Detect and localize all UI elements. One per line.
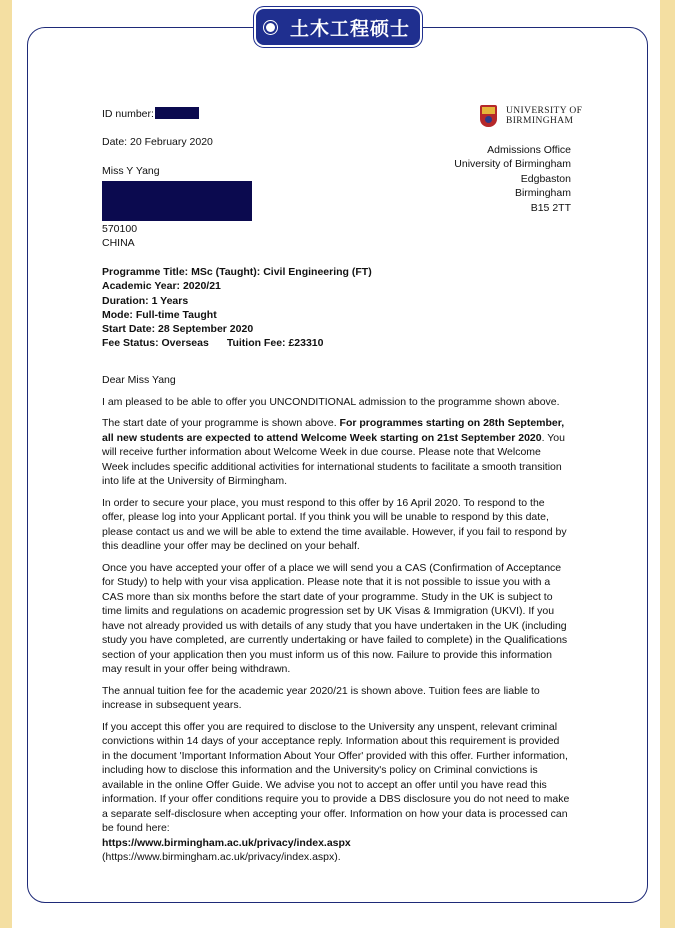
paragraph-respond: In order to secure your place, you must respond to this offer by 16 April 2020. To respond to the offer, please log into your Applicant portal. If you think you will be unable to respond by this date, please contact us and we will be able to extend the time available. However, if you fail to respond by this deadline your offer may be declined on your behalf. [102, 496, 567, 552]
address-redaction [102, 181, 252, 221]
sender-line: B15 2TT [530, 201, 571, 214]
p2-rest: . You will receive further information about Welcome Week in due course. Please note that Welcome Week includes specific additional activities for international students to facilitate a smooth transition into life at the University of Birmingham. [102, 431, 565, 487]
sender-address [454, 143, 571, 215]
paragraph-cas: Once you have accepted your offer of a place we will send you a CAS (Confirmation of Acceptance for Study) to help with your visa application. Please note that it is not possible to issue you with a CAS more than six months before the start date of your programme. Study in the UK is subject to time limits and regulations on academic progression set by UK Visas & Immigration (UKVI). If you have not already provided us with details of any study that you have undertaken in the UK (including study you have completed, are currently undertaking or have failed to complete) in the Qualifications section of your application then you must inform us of this now. Failure to provide this information may result in your offer being withdrawn. [102, 561, 568, 675]
recipient-country: CHINA [102, 237, 135, 249]
university-logo [480, 105, 582, 127]
privacy-link-plain: (https://www.birmingham.ac.uk/privacy/index.aspx). [102, 851, 341, 863]
p2-intro: The start date of your programme is shown above. [102, 417, 340, 429]
p2-bold: For programmes starting on 28th September, all new students are expected to attend Welcome Week starting on 21st September 2020 [102, 417, 565, 444]
programme-badge [256, 9, 420, 45]
sender-line: University of Birmingham [454, 158, 571, 171]
p6-text: If you accept this offer you are required to disclose to the University any unspent, relevant criminal convictions within 14 days of your acceptance reply. Information about this requirement is provided in the document 'Important Information About Your Offer' provided with this offer. Further information, including how to disclose this information and the University's policy on Criminal convictions is available in the online Offer Guide. We advise you not to accept an offer until you have read this information. If your offer conditions require you to provide a DBS disclosure you do not need to make a separate self-disclosure when accepting your offer. Information on how your data is processed can be found here: [102, 720, 570, 834]
id-number-redaction [155, 107, 199, 119]
sender-line: Birmingham [514, 187, 571, 200]
study-mode: Mode: Full-time Taught [102, 308, 217, 321]
logo-line-1: UNIVERSITY OF [506, 106, 583, 116]
programme-details [102, 265, 372, 351]
privacy-link[interactable]: https://www.birmingham.ac.uk/privacy/index.aspx [102, 836, 351, 849]
crest-icon [480, 105, 497, 127]
recipient-name: Miss Y Yang [102, 165, 160, 177]
academic-year: Academic Year: 2020/21 [102, 280, 221, 293]
salutation: Dear Miss Yang [102, 374, 176, 386]
start-date: Start Date: 28 September 2020 [102, 323, 254, 336]
recipient-postcode: 570100 [102, 223, 138, 235]
duration: Duration: 1 Years [102, 294, 189, 307]
logo-line-2: BIRMINGHAM [506, 116, 574, 126]
fee-status: Fee Status: Overseas [102, 337, 209, 350]
bullet-icon [266, 23, 275, 32]
paragraph-tuition: The annual tuition fee for the academic year 2020/21 is shown above. Tuition fees are liable to increase in subsequent years. [102, 684, 540, 711]
id-number-label: ID number: [102, 108, 154, 120]
paragraph-welcome-week [102, 416, 570, 489]
sender-line: Edgbaston [520, 172, 571, 185]
letter-date: Date: 20 February 2020 [102, 136, 213, 148]
letter-body [102, 373, 570, 872]
paragraph-offer: I am pleased to be able to offer you UNCONDITIONAL admission to the programme shown above. [102, 395, 560, 408]
fee-line [102, 336, 372, 350]
badge-label: 土木工程硕士 [290, 17, 411, 40]
programme-title: Programme Title: MSc (Taught): Civil Engineering (FT) [102, 266, 372, 278]
tuition-fee: Tuition Fee: £23310 [226, 337, 324, 350]
sender-line: Admissions Office [487, 144, 571, 156]
paragraph-disclosure [102, 720, 570, 865]
